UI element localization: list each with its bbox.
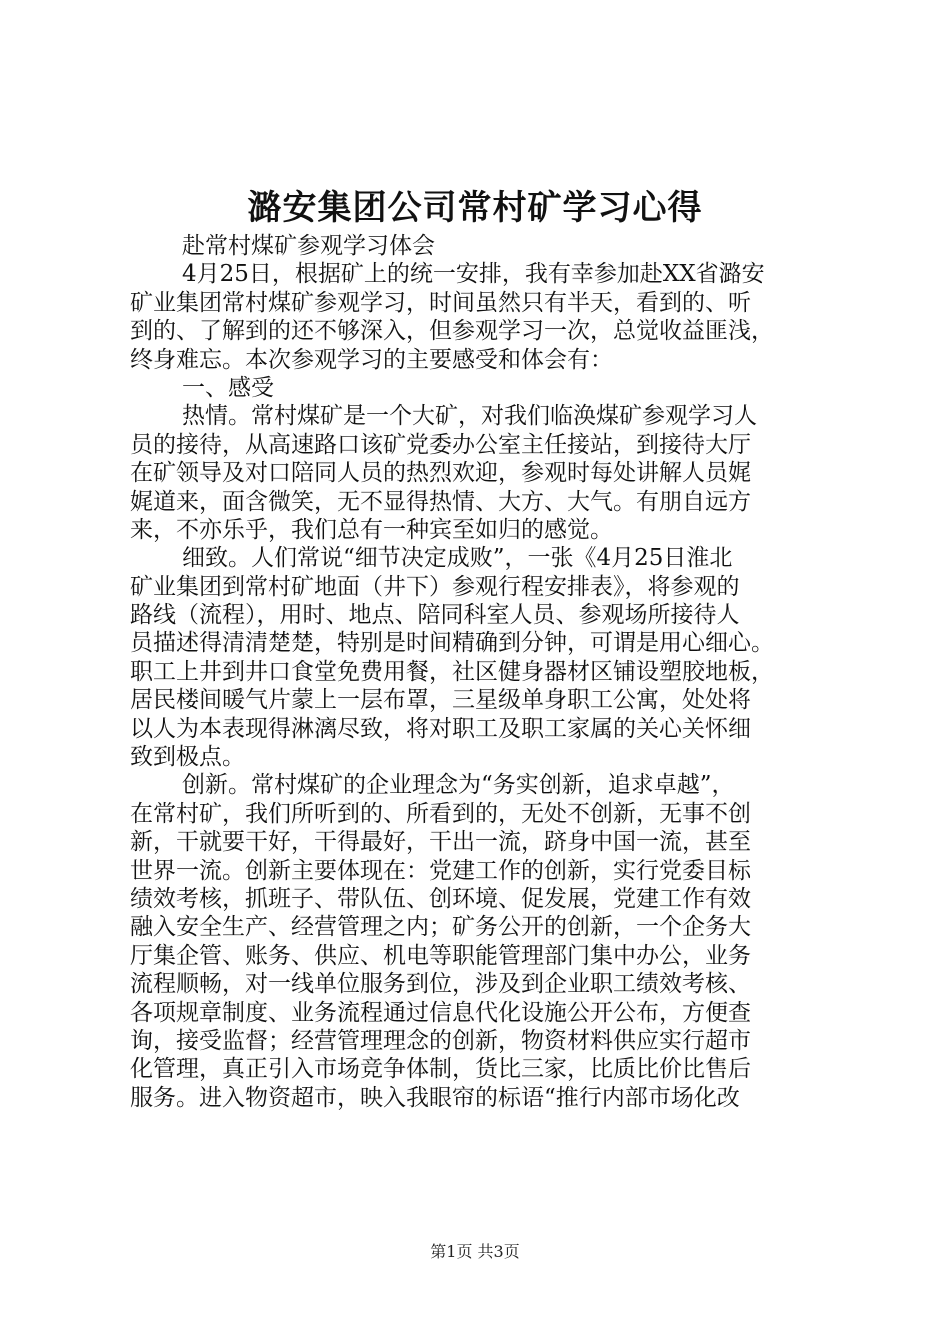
text-line: 各项规章制度、业务流程通过信息代化设施公开公布，方便查	[130, 999, 751, 1026]
text-line: 一、感受	[182, 374, 274, 401]
text-line: 员描述得清清楚楚，特别是时间精确到分钟，可谓是用心细心。	[130, 630, 774, 657]
text-line: 到的、了解到的还不够深入，但参观学习一次，总觉收益匪浅，	[130, 318, 774, 345]
text-line: 创新。常村煤矿的企业理念为“务实创新，追求卓越”，	[182, 772, 735, 799]
text-line: 矿业集团常村煤矿参观学习，时间虽然只有半天，看到的、听	[130, 289, 751, 316]
text-line: 路线（流程），用时、地点、陪同科室人员、参观场所接待人	[130, 602, 740, 629]
text-line: 服务。进入物资超市，映入我眼帘的标语“推行内部市场化改	[130, 1084, 740, 1111]
text-line: 终身难忘。本次参观学习的主要感受和体会有：	[130, 346, 613, 373]
text-line: 在常村矿，我们所听到的、所看到的，无处不创新，无事不创	[130, 800, 751, 827]
text-line: 绩效考核，抓班子、带队伍、创环境、促发展，党建工作有效	[130, 885, 751, 912]
text-line: 赴常村煤矿参观学习体会	[182, 233, 435, 259]
text-line: 以人为本表现得淋漓尽致，将对职工及职工家属的关心关怀细	[130, 715, 751, 742]
text-line: 职工上井到井口食堂免费用餐，社区健身器材区铺设塑胶地板，	[130, 658, 774, 685]
text-line: 4月25日，根据矿上的统一安排，我有幸参加赴XX省潞安	[182, 261, 765, 288]
text-line: 员的接待，从高速路口该矿党委办公室主任接站，到接待大厅	[130, 431, 751, 458]
text-line: 融入安全生产、经营管理之内；矿务公开的创新，一个企务大	[130, 914, 751, 941]
text-line: 致到极点。	[130, 744, 245, 771]
text-line: 矿业集团到常村矿地面（井下）参观行程安排表》，将参观的	[130, 573, 740, 600]
text-line: 在矿领导及对口陪同人员的热烈欢迎，参观时每处讲解人员娓	[130, 460, 751, 487]
text-line: 流程顺畅，对一线单位服务到位，涉及到企业职工绩效考核、	[130, 971, 751, 998]
text-line: 世界一流。创新主要体现在：党建工作的创新，实行党委目标	[130, 857, 751, 884]
text-line: 化管理，真正引入市场竞争体制，货比三家，比质比价比售后	[130, 1056, 751, 1083]
document-body	[130, 232, 850, 1112]
text-line: 询，接受监督；经营管理理念的创新，物资材料供应实行超市	[130, 1027, 751, 1054]
text-line: 厅集企管、账务、供应、机电等职能管理部门集中办公，业务	[130, 942, 751, 969]
text-line: 新，干就要干好，干得最好，干出一流，跻身中国一流，甚至	[130, 829, 751, 856]
page-footer: 第1页 共3页	[430, 1242, 520, 1261]
text-line: 娓道来，面含微笑，无不显得热情、大方、大气。有朋自远方	[130, 488, 751, 515]
text-line: 居民楼间暖气片蒙上一层布罩，三星级单身职工公寓，处处将	[130, 687, 751, 714]
text-line: 细致。人们常说“细节决定成败”，一张《4月25日淮北	[182, 545, 733, 572]
text-line: 来，不亦乐乎，我们总有一种宾至如归的感觉。	[130, 516, 613, 543]
document-title: 潞安集团公司常村矿学习心得	[247, 188, 703, 228]
text-line: 热情。常村煤矿是一个大矿，对我们临涣煤矿参观学习人	[182, 403, 757, 430]
